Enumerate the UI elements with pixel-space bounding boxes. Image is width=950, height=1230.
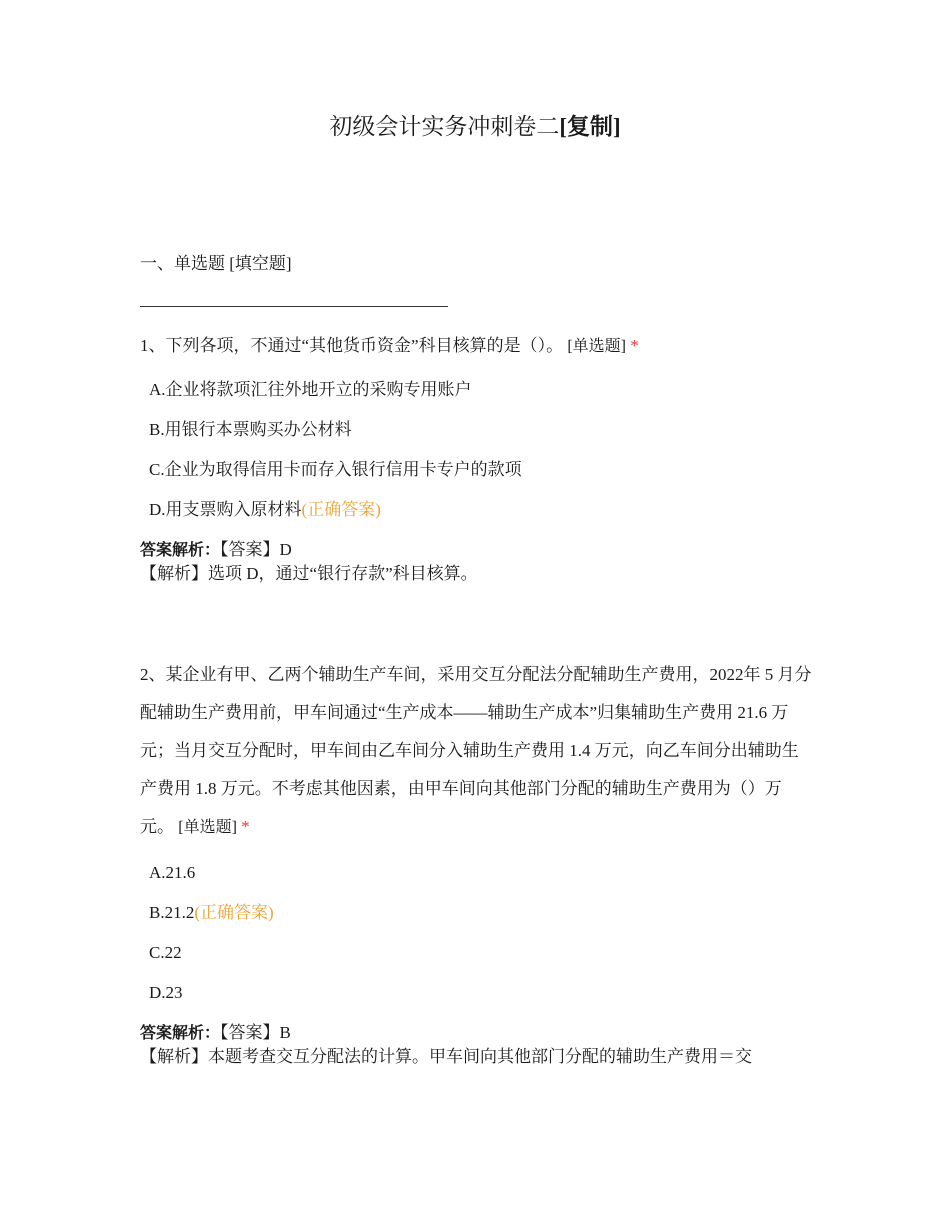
question-1-type: [单选题] <box>567 338 627 355</box>
required-star: * <box>241 817 250 836</box>
option-label: C.企业为取得信用卡而存入银行信用卡专户的款项 <box>149 460 522 479</box>
analysis-explanation: 【解析】选项 D，通过“银行存款”科目核算。 <box>140 564 478 583</box>
question-1-analysis <box>140 538 820 586</box>
option-label: A.企业将款项汇往外地开立的采购专用账户 <box>149 380 472 399</box>
page-title <box>0 111 950 143</box>
option-label: A.21.6 <box>149 863 196 882</box>
analysis-answer-line <box>140 1021 820 1045</box>
option-label: B.用银行本票购买办公材料 <box>149 420 352 439</box>
option-label: C.22 <box>149 943 182 962</box>
question-2-option-b[interactable] <box>149 901 274 925</box>
question-1-option-c[interactable] <box>149 458 522 482</box>
question-2-type: [单选题] <box>178 819 237 836</box>
analysis-label: 答案解析： <box>140 540 221 559</box>
question-2-option-d[interactable] <box>149 981 183 1005</box>
correct-answer-tag: (正确答案) <box>194 903 274 922</box>
correct-answer-tag: (正确答案) <box>301 500 381 519</box>
option-label: B.21.2 <box>149 903 195 922</box>
analysis-label: 答案解析： <box>140 1023 221 1042</box>
analysis-answer-line <box>140 538 820 562</box>
answer-text: 【答案】D <box>220 540 292 559</box>
analysis-explanation: 【解析】本题考查交互分配法的计算。甲车间向其他部门分配的辅助生产费用＝交 <box>140 1047 752 1066</box>
question-1-option-b[interactable] <box>149 418 352 442</box>
title-text: 初级会计实务冲刺卷二 <box>329 114 560 139</box>
question-2-text <box>140 656 812 847</box>
required-star: * <box>630 336 639 355</box>
option-label: D.23 <box>149 983 183 1002</box>
question-2-option-a[interactable] <box>149 861 195 885</box>
question-1-stem: 1、下列各项，不通过“其他货币资金”科目核算的是（）。 <box>140 336 564 355</box>
title-copy-suffix: [复制] <box>559 114 621 139</box>
answer-text: 【答案】B <box>220 1023 291 1042</box>
question-1-option-d[interactable] <box>149 498 381 522</box>
option-label: D.用支票购入原材料 <box>149 500 302 519</box>
section-heading: 一、单选题 [填空题] <box>140 254 292 273</box>
question-1-option-a[interactable] <box>149 378 472 402</box>
question-2-analysis <box>140 1021 820 1069</box>
question-1-text <box>140 327 812 366</box>
question-2-option-c[interactable] <box>149 941 182 965</box>
question-2-stem: 2、某企业有甲、乙两个辅助生产车间，采用交互分配法分配辅助生产费用，2022年 5 月分配辅助生产费用前，甲车间通过“生产成本——辅助生产成本”归集辅助生产费用 21.6 万元；当月交互分配时，甲车间由乙车间分入辅助生产费用 1.4 万元，向乙车间分出辅助生产费用 1.8 万元。不考虑其他因素，由甲车间向其他部门分配的辅助生产费用为（）万元。 <box>140 665 812 836</box>
section-divider <box>140 306 448 307</box>
